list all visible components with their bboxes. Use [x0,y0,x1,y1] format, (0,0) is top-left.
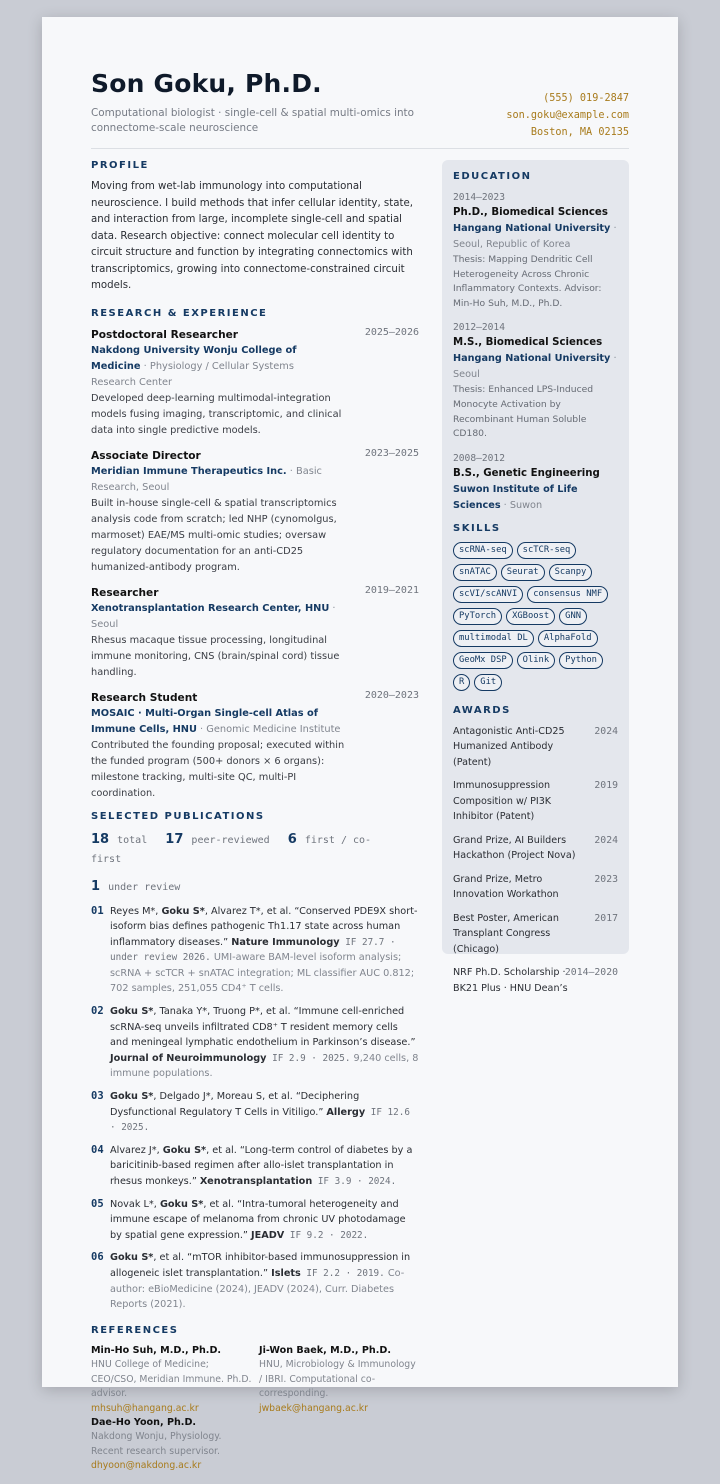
publication-number: 02 [91,1005,104,1018]
award-entry [453,872,618,903]
email[interactable]: son.goku@example.com [506,110,629,121]
job-title: Postdoctoral Researcher [91,328,239,341]
skill-chip: snATAC [453,564,497,581]
award-title: Immunosuppression Composition w/ PI3K Inhibitor (Patent) [453,780,552,823]
section-title-skills: SKILLS [453,522,501,534]
stat-total: 18 total [91,831,148,847]
skill-chip: PyTorch [453,608,502,625]
publication-number: 06 [91,1251,104,1264]
award-year: 2024 [594,834,618,846]
author-highlight: Goku S* [161,905,205,917]
resume-page [42,17,678,1472]
references-section [91,1325,419,1484]
education-entry [453,451,618,514]
job-description: Rhesus macaque tissue processing, longitudinal immune monitoring, CNS (brain/spinal cord) tissue handling. [91,634,340,678]
reference-entry [259,1344,421,1417]
degree: Ph.D., Biomedical Sciences [453,207,608,218]
journal-name: JEADV [251,1229,285,1241]
education-entry [453,190,618,311]
skill-chip: multimodal DL [453,630,534,647]
profile-text: Moving from wet-lab immunology into computational neuroscience. I build methods that infer cellular identity, state, and interaction from large, incomplete single-cell and spatial data. Research objective: connect molecular cell identity to circuit structure and function by integrating connectomics with transcriptomics, growing into connectome-constrained circuit models. [91,181,413,291]
authors-title: , Alvarez T*, et al. “Conserved PDE9X short-isoform bias defines pathogenic Th1.17 state across human inflammatory diseases.” [110,905,418,948]
publication-number: 04 [91,1143,104,1156]
impact-year: IF 12.6 · 2025. [110,1106,410,1134]
degree: M.S., Biomedical Sciences [453,337,603,349]
profile-section [91,160,419,295]
section-title-profile: PROFILE [91,160,149,171]
education-date: 2008–2012 [453,452,505,464]
publication-note: 9,240 cells, 8 immune populations. [110,1052,419,1080]
award-year: 2019 [594,780,618,792]
institution-location: Suwon [509,499,543,511]
education-section [453,171,618,514]
section-title-references: REFERENCES [91,1324,179,1336]
authors-title: , et al. “Long-term control of diabetes by a baricitinib-based regimen after allo-islet transplantation in rhesus monkeys.” [110,1144,413,1187]
candidate-name: Son Goku, Ph.D. [91,69,322,98]
skill-chip: Scanpy [549,564,593,581]
author-highlight: Goku S* [110,1006,154,1018]
skill-chip: XGBoost [506,608,555,625]
skill-chip: Seurat [501,564,545,581]
award-title: NRF Ph.D. Scholarship · BK21 Plus · HNU Dean’s [453,967,568,994]
job-description: Developed deep-learning multimodal-integration models fusing imaging, transcriptomic, and clinical data into single predictive models. [91,392,342,436]
location: Boston, MA 02135 [530,127,629,138]
award-entry [453,965,618,996]
separator: · [329,602,336,614]
award-entry [453,778,618,825]
institution-line [453,482,618,514]
authors-title: , et al. “Intra-tumoral heterogeneity and immune escape of melanoma from chronic UV photodamage by spatial gene expression.” [110,1198,406,1241]
section-title-experience: RESEARCH & EXPERIENCE [91,307,268,319]
job-date: 2019–2021 [364,584,419,596]
job-entry [91,327,419,439]
org-detail: Genomic Medicine Institute [206,723,341,735]
authors-title: , Tanaka Y*, Truong P*, et al. “Immune cell-enriched scRNA-seq unveils infiltrated CD8⁺ T resident memory cells and meningeal lymphatic endothelium in Parkinson’s disease.” [110,1006,416,1049]
award-entry [453,724,618,771]
sidebar [442,160,629,994]
skill-chip: GNN [559,608,587,625]
tagline: Computational biologist · single-cell & spatial multi-omics into connectome-scale neuroscience [91,107,414,134]
reference-entry [91,1344,253,1417]
awards-section [453,705,618,997]
skill-chip: scVI/scANVI [453,586,523,603]
reference-description: Nakdong Wonju, Physiology. Recent research supervisor. [91,1431,222,1457]
publication-item [91,1089,419,1136]
job-date: 2023–2025 [364,447,419,459]
job-org-line [91,464,341,496]
skill-chip: Git [474,674,502,691]
resume-header [91,69,629,149]
publication-item [91,1004,419,1082]
journal-name: Journal of Neuroimmunology [110,1052,267,1064]
skill-chip: Olink [517,652,555,669]
author-highlight: Goku S* [159,1198,204,1210]
publications-section [91,811,419,1313]
education-date: 2012–2014 [453,322,505,334]
author-highlight: Goku S* [110,1252,154,1264]
award-title: Grand Prize, Metro Innovation Workathon [453,873,559,901]
thesis: Thesis: Mapping Dendritic Cell Heterogeneity Across Chronic Inflammatory Contexts. Advisor: Min-Ho Suh, M.D., Ph.D. [453,254,602,309]
job-description: Built in-house single-cell & spatial transcriptomics analysis code from scratch; led NHP (cynomolgus, marmoset) EAE/MS multi-omic studies; oversaw regulatory documentation for an anti-CD25 humanized-antibody program. [91,497,337,573]
section-title-awards: AWARDS [453,704,511,716]
skill-chip: R [453,674,470,691]
separator: · [610,223,617,234]
impact-year: IF 27.7 · under review 2026. [110,936,396,964]
publication-item [91,1143,419,1190]
separator: · [286,465,296,477]
reference-name: Min-Ho Suh, M.D., Ph.D. [91,1344,222,1356]
reference-entry [91,1416,253,1474]
author-highlight: Goku S* [110,1091,154,1103]
stat-first-author: 6 first / co-first [91,831,372,865]
publication-stats [91,830,391,897]
journal-name: Allergy [326,1106,366,1118]
authors-title: , et al. “mTOR inhibitor-based immunosuppression in allogeneic islet transplantation.” [110,1252,411,1279]
reference-description: HNU College of Medicine; CEO/CSO, Meridian Immune. Ph.D. advisor. [91,1359,252,1400]
award-year: 2017 [594,912,618,924]
institution: Suwon Institute of Life Sciences [453,483,578,511]
education-entry [453,320,618,441]
reference-email[interactable]: jwbaek@hangang.ac.kr [259,1402,368,1414]
institution: Hangang National University [453,223,611,234]
organization: Meridian Immune Therapeutics Inc. [91,465,287,477]
skills-section [453,523,618,691]
separator: · [140,360,150,372]
reference-name: Ji-Won Baek, M.D., Ph.D. [259,1344,391,1356]
skill-chip: Python [559,652,603,669]
journal-name: Nature Immunology [231,936,340,948]
award-title: Grand Prize, AI Builders Hackathon (Project Nova) [453,834,576,862]
institution-line [453,221,618,253]
institution-location: Seoul [453,369,480,381]
authors-title: , Delgado J*, Moreau S, et al. “Deciphering Dysfunctional Regulatory T Cells in Vitiligo.” [110,1091,360,1118]
org-detail: Seoul [91,618,119,630]
separator: · [196,723,207,735]
job-title: Researcher [91,586,159,599]
experience-section [91,308,419,802]
job-date: 2025–2026 [364,326,419,338]
impact-year: IF 3.9 · 2024. [312,1176,397,1187]
job-date: 2020–2023 [364,689,419,701]
award-title: Antagonistic Anti-CD25 Humanized Antibody (Patent) [453,725,565,768]
phone: (555) 019-2847 [543,93,629,104]
reference-description: HNU, Microbiology & Immunology / IBRI. Computational co-corresponding. [259,1359,416,1400]
award-year: 2024 [594,725,618,737]
journal-name: Islets [271,1267,301,1279]
organization: MOSAIC · Multi-Organ Single-cell Atlas of Immune Cells, HNU [91,707,318,735]
contact-block [506,90,629,141]
section-title-publications: SELECTED PUBLICATIONS [91,810,265,822]
degree: B.S., Genetic Engineering [453,467,600,479]
job-org-line [91,343,341,391]
impact-year: IF 2.9 · 2025. [266,1052,351,1064]
authors-pre: Novak L*, [110,1198,160,1210]
institution: Hangang National University [453,353,611,365]
job-org-line [91,706,341,738]
authors-pre: Alvarez J*, [110,1144,163,1156]
author-highlight: Goku S* [162,1144,207,1156]
journal-name: Xenotransplantation [199,1176,313,1187]
publication-item [91,904,419,998]
org-detail: Basic Research, Seoul [91,465,322,493]
organization: Nakdong University Wonju College of Medicine [91,344,297,372]
organization: Xenotransplantation Research Center, HNU [91,602,330,614]
impact-year: IF 9.2 · 2022. [284,1229,369,1241]
education-date: 2014–2023 [453,192,505,203]
institution-line [453,351,618,383]
separator: · [500,499,510,511]
main-column [91,160,419,1484]
org-detail: Physiology / Cellular Systems Research Center [91,360,294,388]
publication-item [91,1197,419,1244]
impact-year: IF 2.2 · 2019. [300,1267,385,1279]
publication-number: 01 [91,904,104,917]
skill-chip: GeoMx DSP [453,652,513,669]
award-year: 2014–2020 [564,967,618,979]
skill-chip: AlphaFold [538,630,598,647]
job-org-line [91,601,341,633]
publication-number: 03 [91,1090,104,1103]
thesis: Thesis: Enhanced LPS-Induced Monocyte Activation by Recombinant Human Soluble CD180. [453,384,594,440]
job-entry [91,448,419,576]
skill-chip: scRNA-seq [453,542,513,559]
award-entry [453,833,618,864]
reference-email[interactable]: mhsuh@hangang.ac.kr [91,1402,199,1414]
separator: · [610,353,617,365]
publication-number: 05 [91,1197,104,1210]
publication-item [91,1250,419,1312]
award-entry [453,911,618,958]
stat-peer-reviewed: 17 peer-reviewed [165,831,270,847]
award-title: Best Poster, American Transplant Congress (Chicago) [453,912,559,955]
job-entry [91,585,419,681]
job-title: Research Student [91,691,198,704]
skill-chip: scTCR-seq [517,542,577,559]
authors-pre: Reyes M*, [110,905,162,917]
job-title: Associate Director [91,449,201,462]
publication-note: Co-author: eBioMedicine (2024), JEADV (2024), Curr. Diabetes Reports (2021). [110,1267,405,1311]
job-entry [91,690,419,802]
section-title-education: EDUCATION [453,171,532,182]
job-description: Contributed the founding proposal; executed within the funded program (500+ donors × 6 organs): milestone tracking, multi-site QC, multi-PI coordination. [91,739,345,799]
stat-under-review: 1 under review [91,878,181,894]
reference-email[interactable]: dhyoon@nakdong.ac.kr [91,1460,202,1472]
publication-note: UMI-aware BAM-level isoform analysis; scRNA + scTCR + snATAC integration; ML classifier AUC 0.812; 702 samples, 251,055 CD4⁺ T cells. [110,952,415,995]
institution-location: Seoul, Republic of Korea [453,239,571,250]
award-year: 2023 [594,873,618,885]
skill-chip: consensus NMF [527,586,608,603]
reference-name: Dae-Ho Yoon, Ph.D. [91,1416,197,1428]
